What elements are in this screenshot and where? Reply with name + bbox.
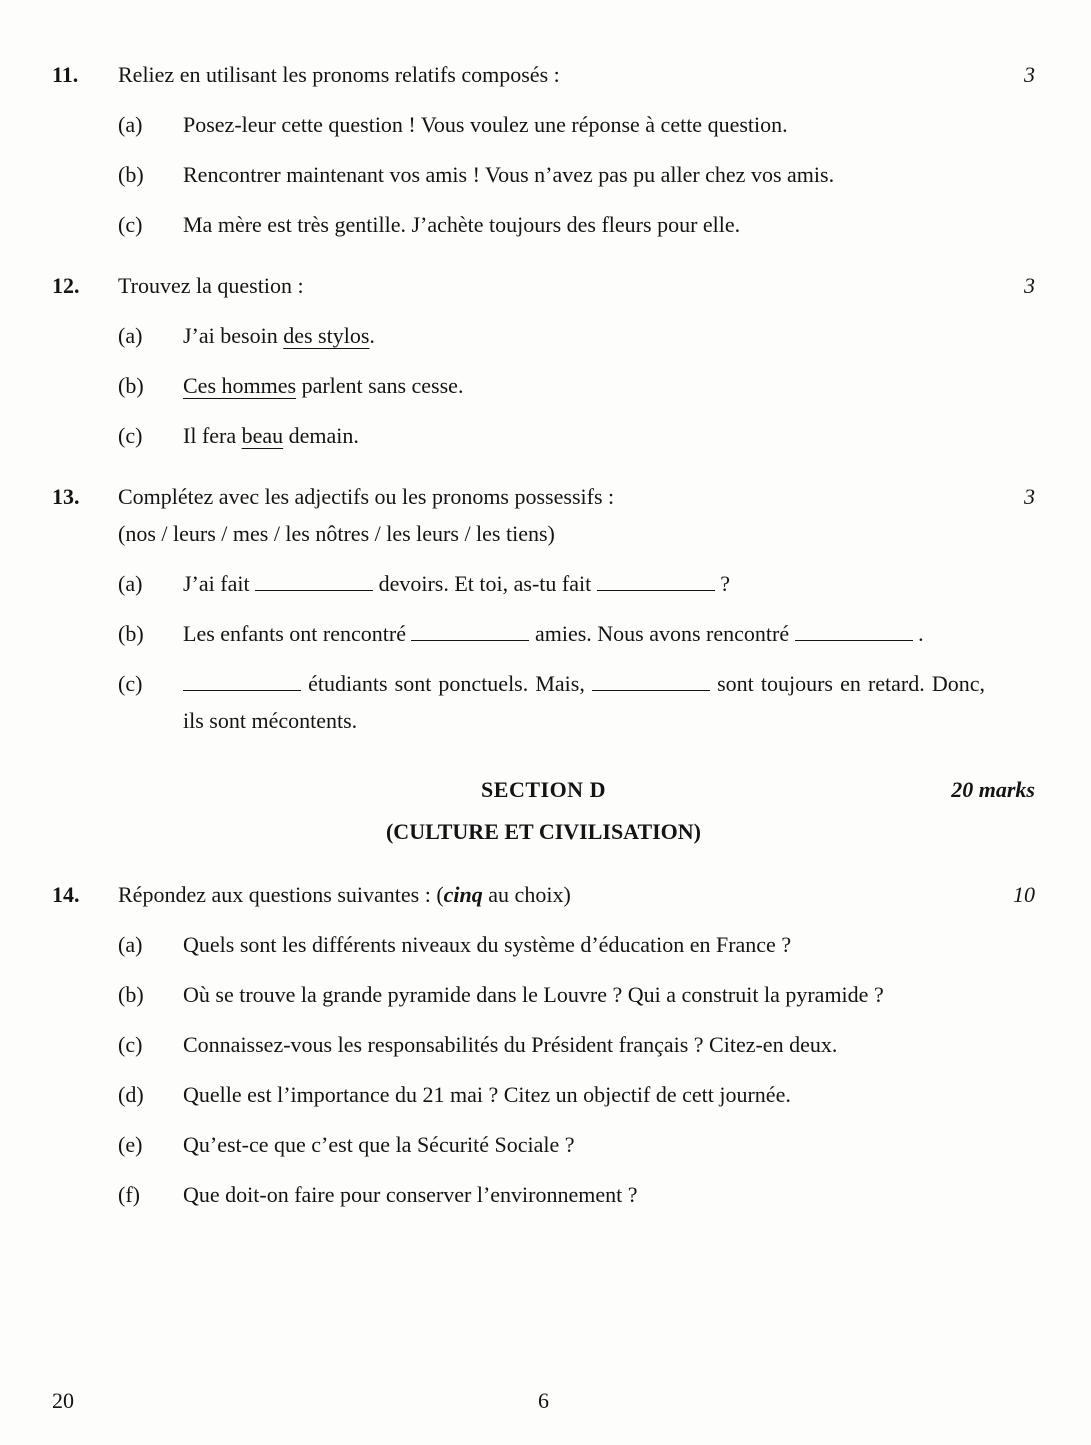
question-number: 12.	[52, 273, 80, 298]
item-text	[183, 206, 985, 243]
question-item-e	[118, 1126, 1035, 1163]
item-text	[183, 106, 985, 143]
question-13	[52, 478, 1035, 739]
text-run: Qu’est-ce que c’est que la Sécurité Sociale ?	[183, 1132, 575, 1157]
item-label: (c)	[118, 423, 143, 448]
text-run: Répondez aux questions suivantes : (	[118, 882, 444, 907]
text-run: .	[912, 621, 924, 646]
item-label: (c)	[118, 212, 143, 237]
questions-part2	[52, 876, 1035, 1213]
text-run: Connaissez-vous les responsabilités du Président français ? Citez-en deux.	[183, 1032, 838, 1057]
item-label: (b)	[118, 982, 144, 1007]
text-run: J’ai besoin	[183, 323, 284, 348]
question-text	[118, 56, 987, 93]
underlined-text: Ces hommes	[183, 373, 297, 398]
question-item-b	[118, 976, 1035, 1013]
question-number: 11.	[52, 62, 79, 87]
question-item-b	[118, 156, 1035, 193]
item-text	[183, 1126, 985, 1163]
item-text	[183, 156, 985, 193]
question-14	[52, 876, 1035, 1213]
item-label: (e)	[118, 1132, 143, 1157]
item-text	[183, 1026, 985, 1063]
text-run: étudiants sont ponctuels. Mais,	[301, 671, 592, 696]
item-text	[183, 926, 985, 963]
question-item-a	[118, 106, 1035, 143]
answer-blank	[411, 638, 529, 641]
text-run: parlent sans cesse.	[296, 373, 464, 398]
item-label: (c)	[118, 1032, 143, 1057]
item-text	[183, 1176, 985, 1213]
question-item-d	[118, 1076, 1035, 1113]
item-label: (a)	[118, 571, 143, 596]
question-12	[52, 267, 1035, 454]
section-title: SECTION D	[481, 777, 606, 802]
item-label: (f)	[118, 1182, 140, 1207]
questions-part1	[52, 56, 1035, 739]
footer-paper-code: 20	[52, 1388, 74, 1413]
question-options-note: (nos / leurs / mes / les nôtres / les leurs / les tiens)	[118, 521, 555, 546]
emphasized-text: cinq	[443, 882, 483, 907]
question-item-a	[118, 565, 1035, 602]
question-heading-row	[52, 56, 1035, 93]
question-body	[118, 56, 987, 93]
answer-blank	[795, 638, 913, 641]
item-text	[183, 976, 985, 1013]
question-number: 14.	[52, 882, 80, 907]
question-marks: 10	[1013, 882, 1035, 907]
text-run: au choix)	[482, 882, 571, 907]
section-heading-block	[52, 771, 1035, 850]
text-run: sont toujours en retard. Donc, ils sont mécontents.	[183, 671, 986, 733]
question-heading-row	[52, 478, 1035, 552]
item-label: (c)	[118, 671, 143, 696]
item-text	[183, 367, 985, 404]
question-marks: 3	[1024, 484, 1035, 509]
question-item-c	[118, 665, 1035, 739]
text-run: Où se trouve la grande pyramide dans le Louvre ? Qui a construit la pyramide ?	[183, 982, 884, 1007]
item-label: (a)	[118, 323, 143, 348]
question-body	[118, 478, 987, 552]
question-item-c	[118, 1026, 1035, 1063]
question-text	[118, 267, 987, 304]
text-run: Trouvez la question :	[118, 273, 304, 298]
question-item-a	[118, 926, 1035, 963]
question-item-a	[118, 317, 1035, 354]
answer-blank	[183, 688, 301, 691]
question-item-c	[118, 417, 1035, 454]
text-run: Que doit-on faire pour conserver l’environnement ?	[183, 1182, 638, 1207]
question-item-b	[118, 367, 1035, 404]
text-run: J’ai fait	[183, 571, 256, 596]
question-heading-row	[52, 267, 1035, 304]
item-text	[183, 317, 985, 354]
page-footer	[52, 1382, 1035, 1419]
text-run: Ma mère est très gentille. J’achète toujours des fleurs pour elle.	[183, 212, 741, 237]
answer-blank	[592, 688, 710, 691]
item-text	[183, 417, 985, 454]
text-run: .	[369, 323, 375, 348]
section-subtitle: (CULTURE ET CIVILISATION)	[385, 819, 701, 844]
text-run: ?	[714, 571, 730, 596]
item-label: (b)	[118, 621, 144, 646]
text-run: devoirs. Et toi, as-tu fait	[373, 571, 597, 596]
question-item-f	[118, 1176, 1035, 1213]
question-body	[118, 267, 987, 304]
section-title-row	[52, 771, 1035, 808]
question-body	[118, 876, 987, 913]
question-items	[118, 106, 1035, 243]
text-run: Rencontrer maintenant vos amis ! Vous n’avez pas pu aller chez vos amis.	[183, 162, 835, 187]
item-text	[183, 615, 985, 652]
text-run: Reliez en utilisant les pronoms relatifs composés :	[118, 62, 560, 87]
question-items	[118, 926, 1035, 1213]
underlined-text: des stylos	[283, 323, 370, 348]
item-label: (b)	[118, 162, 144, 187]
item-label: (a)	[118, 112, 143, 137]
question-marks: 3	[1024, 273, 1035, 298]
question-number: 13.	[52, 484, 80, 509]
question-heading-row	[52, 876, 1035, 913]
text-run: demain.	[283, 423, 359, 448]
footer-page-number: 6	[538, 1388, 549, 1413]
question-marks: 3	[1024, 62, 1035, 87]
item-label: (a)	[118, 932, 143, 957]
question-items	[118, 565, 1035, 739]
section-marks: 20 marks	[951, 777, 1035, 802]
text-run: Complétez avec les adjectifs ou les pronoms possessifs :	[118, 484, 615, 509]
text-run: Quelle est l’importance du 21 mai ? Citez un objectif de cett journée.	[183, 1082, 791, 1107]
answer-blank	[255, 588, 373, 591]
item-label: (b)	[118, 373, 144, 398]
question-11	[52, 56, 1035, 243]
text-run: Il fera	[183, 423, 242, 448]
question-item-b	[118, 615, 1035, 652]
question-text	[118, 478, 987, 515]
text-run: Posez-leur cette question ! Vous voulez une réponse à cette question.	[183, 112, 788, 137]
question-item-c	[118, 206, 1035, 243]
text-run: Quels sont les différents niveaux du système d’éducation en France ?	[183, 932, 792, 957]
answer-blank	[597, 588, 715, 591]
item-text	[183, 665, 985, 739]
underlined-text: beau	[241, 423, 284, 448]
text-run: amies. Nous avons rencontré	[529, 621, 795, 646]
item-text	[183, 565, 985, 602]
question-items	[118, 317, 1035, 454]
item-label: (d)	[118, 1082, 144, 1107]
text-run: Les enfants ont rencontré	[183, 621, 412, 646]
question-text	[118, 876, 987, 913]
item-text	[183, 1076, 985, 1113]
